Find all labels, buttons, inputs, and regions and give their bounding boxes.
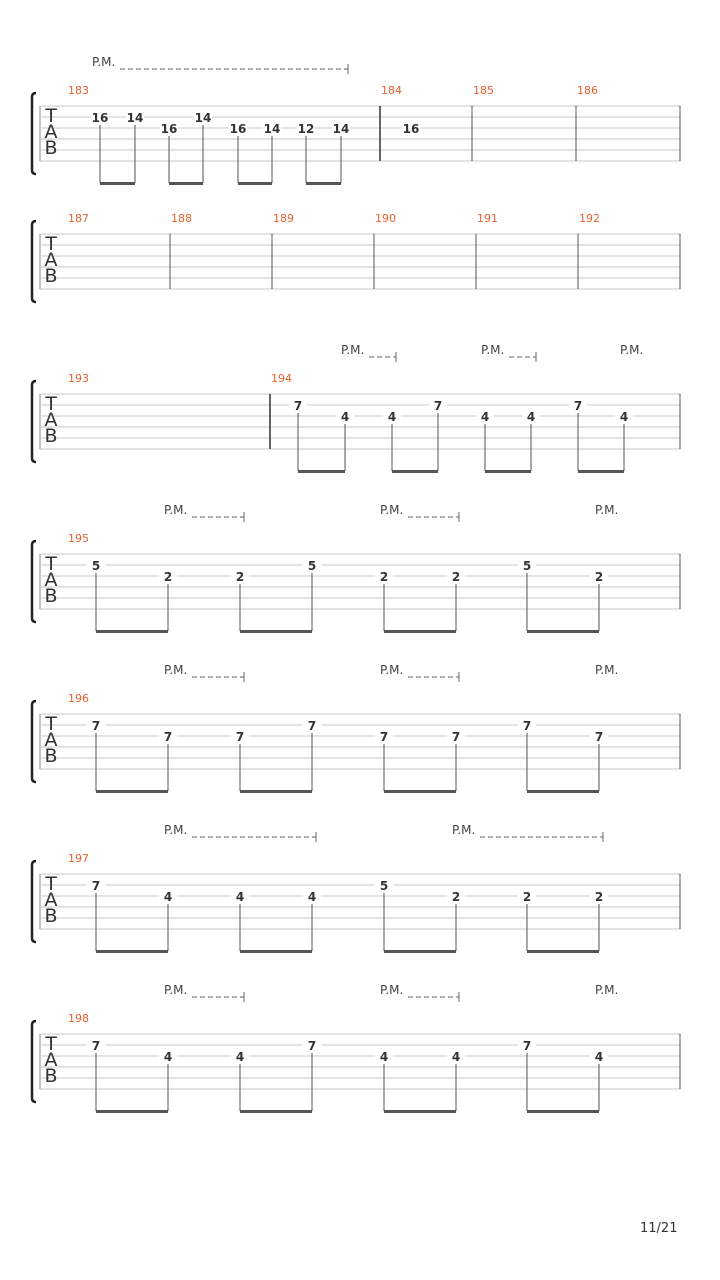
system-bracket [32, 541, 36, 622]
note-beam [96, 950, 168, 953]
fret-number: 7 [163, 730, 173, 744]
note-beam [96, 630, 168, 633]
fret-number: 4 [480, 410, 490, 424]
measure-number: 193 [68, 372, 89, 385]
fret-number: 7 [594, 730, 604, 744]
tab-clef-letter: B [44, 745, 58, 767]
system-bracket [32, 701, 36, 782]
palm-mute-label: P.M. [380, 983, 404, 997]
system-bracket [32, 1021, 36, 1102]
tab-clef-letter: A [44, 121, 58, 143]
fret-number: 7 [91, 879, 101, 893]
note-beam [384, 790, 456, 793]
note-beam [240, 950, 312, 953]
measure-number: 190 [375, 212, 396, 225]
fret-number: 16 [229, 122, 247, 136]
measure-number: 188 [171, 212, 192, 225]
note-beam [100, 182, 135, 185]
tab-clef-letter: T [45, 713, 57, 735]
note-beam [238, 182, 272, 185]
note-beam [384, 630, 456, 633]
tab-clef-letter: B [44, 265, 58, 287]
note-beam [392, 470, 438, 473]
note-beam [384, 950, 456, 953]
fret-number: 16 [402, 122, 420, 136]
fret-number: 16 [91, 111, 109, 125]
fret-number: 2 [163, 570, 173, 584]
fret-number: 7 [522, 719, 532, 733]
note-beam [96, 790, 168, 793]
fret-number: 12 [297, 122, 315, 136]
fret-number: 7 [451, 730, 461, 744]
fret-number: 7 [379, 730, 389, 744]
tab-clef-letter: B [44, 425, 58, 447]
note-beam [527, 950, 599, 953]
tab-clef-letter: A [44, 889, 58, 911]
tab-clef-letter: B [44, 905, 58, 927]
measure-number: 189 [273, 212, 294, 225]
tab-clef-letter: T [45, 393, 57, 415]
note-beam [527, 630, 599, 633]
measure-number: 192 [579, 212, 600, 225]
fret-number: 5 [307, 559, 317, 573]
fret-number: 2 [451, 890, 461, 904]
note-beam [96, 1110, 168, 1113]
tab-clef-letter: A [44, 1049, 58, 1071]
palm-mute-label: P.M. [620, 343, 644, 357]
tab-clef-letter: T [45, 1033, 57, 1055]
fret-number: 4 [163, 1050, 173, 1064]
palm-mute-label: P.M. [380, 663, 404, 677]
note-beam [298, 470, 345, 473]
fret-number: 7 [573, 399, 583, 413]
note-beam [578, 470, 624, 473]
palm-mute-label: P.M. [380, 503, 404, 517]
fret-number: 4 [526, 410, 536, 424]
measure-number: 194 [271, 372, 292, 385]
tab-clef-letter: B [44, 585, 58, 607]
fret-number: 7 [522, 1039, 532, 1053]
palm-mute-label: P.M. [164, 663, 188, 677]
fret-number: 5 [522, 559, 532, 573]
fret-number: 4 [619, 410, 629, 424]
system-bracket [32, 221, 36, 302]
fret-number: 2 [451, 570, 461, 584]
fret-number: 5 [379, 879, 389, 893]
fret-number: 7 [91, 1039, 101, 1053]
measure-number: 183 [68, 84, 89, 97]
fret-number: 4 [594, 1050, 604, 1064]
fret-number: 2 [379, 570, 389, 584]
fret-number: 4 [235, 890, 245, 904]
fret-number: 7 [293, 399, 303, 413]
fret-number: 4 [379, 1050, 389, 1064]
note-beam [527, 790, 599, 793]
palm-mute-label: P.M. [164, 823, 188, 837]
tab-clef-letter: B [44, 137, 58, 159]
note-beam [240, 1110, 312, 1113]
tab-clef-letter: T [45, 873, 57, 895]
measure-number: 191 [477, 212, 498, 225]
measure-number: 186 [577, 84, 598, 97]
tab-clef-letter: A [44, 569, 58, 591]
note-beam [306, 182, 341, 185]
tab-clef-letter: B [44, 1065, 58, 1087]
system-bracket [32, 93, 36, 174]
palm-mute-label: P.M. [92, 55, 116, 69]
fret-number: 4 [163, 890, 173, 904]
measure-number: 196 [68, 692, 89, 705]
measure-number: 195 [68, 532, 89, 545]
fret-number: 4 [307, 890, 317, 904]
palm-mute-label: P.M. [164, 983, 188, 997]
measure-number: 184 [381, 84, 402, 97]
fret-number: 7 [307, 719, 317, 733]
palm-mute-label: P.M. [595, 983, 619, 997]
fret-number: 7 [433, 399, 443, 413]
palm-mute-label: P.M. [595, 663, 619, 677]
fret-number: 7 [307, 1039, 317, 1053]
fret-number: 16 [160, 122, 178, 136]
tab-clef-letter: A [44, 249, 58, 271]
tab-clef-letter: T [45, 105, 57, 127]
fret-number: 5 [91, 559, 101, 573]
fret-number: 4 [235, 1050, 245, 1064]
fret-number: 2 [235, 570, 245, 584]
note-beam [384, 1110, 456, 1113]
tab-clef-letter: T [45, 553, 57, 575]
measure-number: 187 [68, 212, 89, 225]
fret-number: 7 [235, 730, 245, 744]
system-bracket [32, 861, 36, 942]
palm-mute-label: P.M. [341, 343, 365, 357]
fret-number: 14 [332, 122, 350, 136]
fret-number: 7 [91, 719, 101, 733]
system-bracket [32, 381, 36, 462]
palm-mute-label: P.M. [452, 823, 476, 837]
measure-number: 198 [68, 1012, 89, 1025]
fret-number: 2 [594, 890, 604, 904]
note-beam [485, 470, 531, 473]
note-beam [240, 790, 312, 793]
palm-mute-label: P.M. [595, 503, 619, 517]
palm-mute-label: P.M. [481, 343, 505, 357]
fret-number: 4 [340, 410, 350, 424]
fret-number: 4 [451, 1050, 461, 1064]
palm-mute-label: P.M. [164, 503, 188, 517]
fret-number: 2 [522, 890, 532, 904]
measure-number: 185 [473, 84, 494, 97]
fret-number: 4 [387, 410, 397, 424]
page-number: 11/21 [640, 1221, 678, 1236]
tab-clef-letter: A [44, 409, 58, 431]
fret-number: 14 [194, 111, 212, 125]
fret-number: 14 [263, 122, 281, 136]
tab-clef-letter: T [45, 233, 57, 255]
note-beam [169, 182, 203, 185]
measure-number: 197 [68, 852, 89, 865]
note-beam [240, 630, 312, 633]
fret-number: 2 [594, 570, 604, 584]
note-beam [527, 1110, 599, 1113]
tab-clef-letter: A [44, 729, 58, 751]
fret-number: 14 [126, 111, 144, 125]
